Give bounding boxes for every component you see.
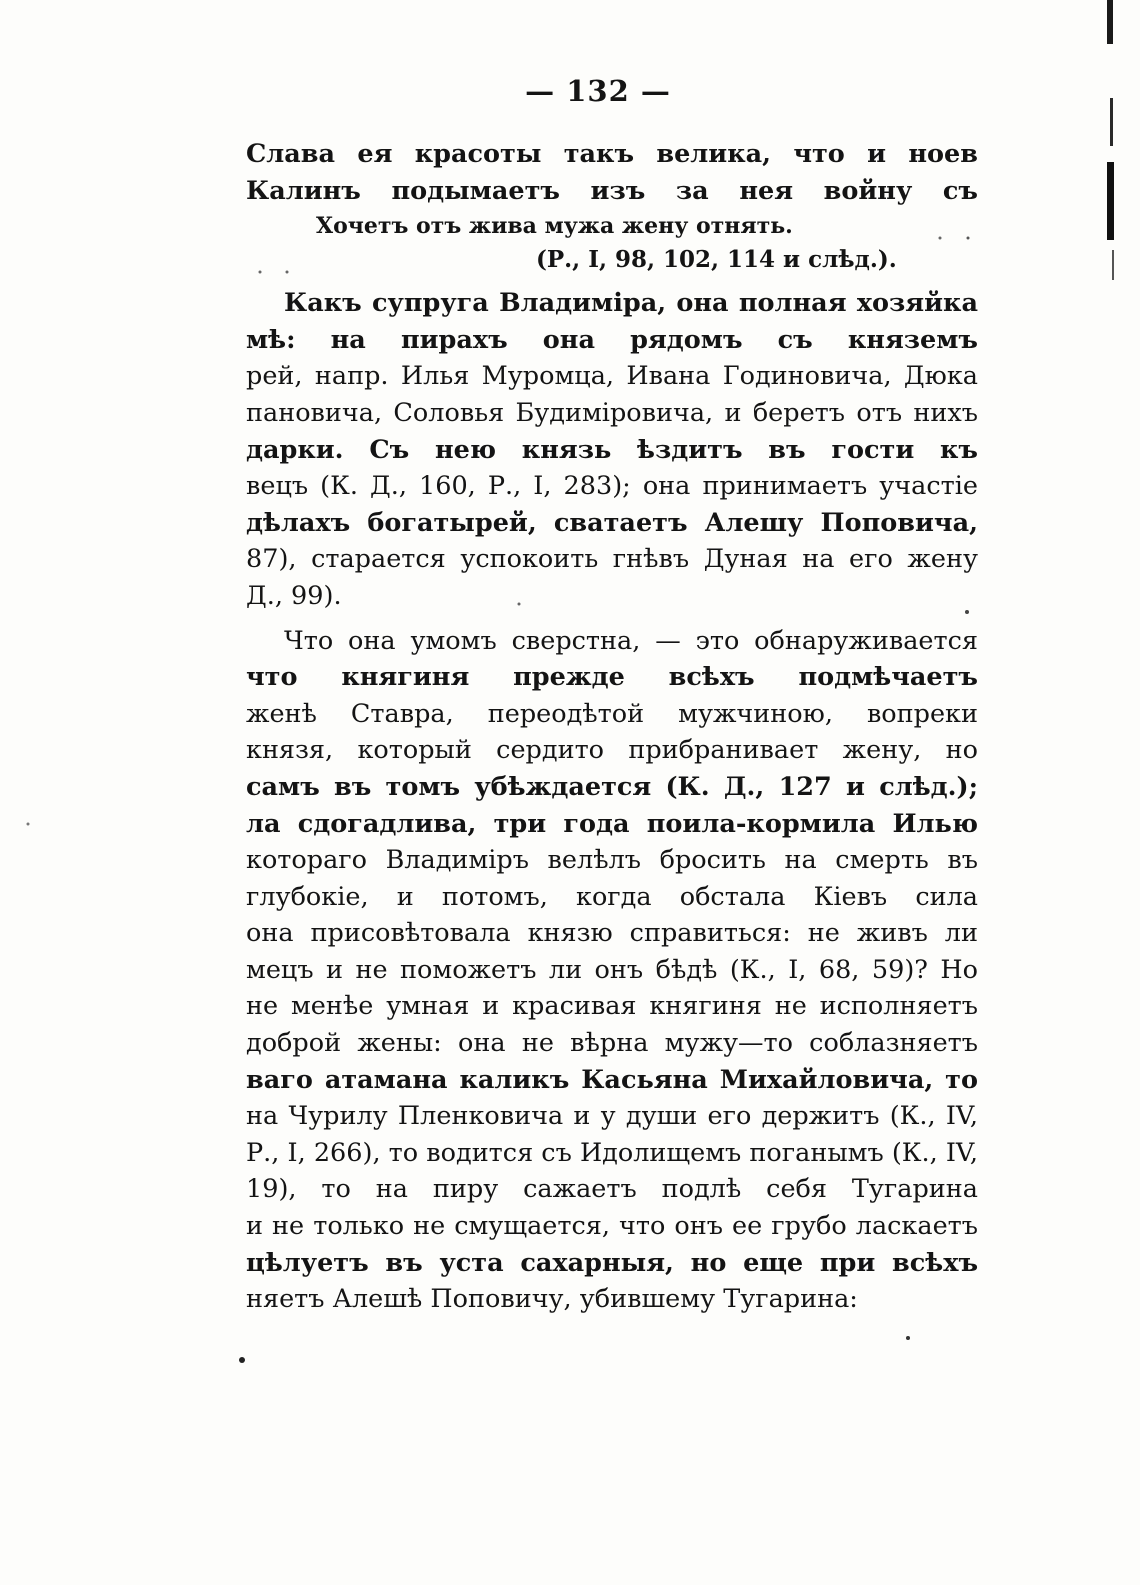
text-line: она присовѣтовала князю справиться: не живъ ли — [246, 918, 978, 949]
text-line: Какъ супруга Владиміра, она полная хозяйка — [284, 288, 978, 319]
text-line: и не только не смущается, что онъ ее грубо ласкаетъ — [246, 1211, 978, 1242]
text-line: князя, который сердито прибранивает жену, но — [246, 735, 978, 766]
text-line: самъ въ томъ убѣждается (К. Д., 127 и слѣд.); — [246, 771, 978, 802]
paragraph-gap — [246, 277, 978, 285]
text-line: ваго атамана каликъ Касьяна Михайловича, то — [246, 1064, 978, 1095]
text-line: 87), старается успокоить гнѣвъ Дуная на его жену — [246, 544, 978, 575]
scan-speck — [906, 1336, 910, 1340]
text-line: не менѣе умная и красивая княгиня не исполняетъ — [246, 991, 978, 1022]
verse-line: Хочетъ отъ жива мужа жену отнять. — [316, 213, 793, 240]
text-line: глубокіе, и потомъ, когда обстала Кіевъ сила — [246, 881, 978, 912]
text-line: Калинъ подымаетъ изъ за нея войну съ — [246, 175, 978, 206]
scan-edge-mark — [1107, 162, 1114, 240]
text-line: цѣлуетъ въ уста сахарныя, но еще при всѣхъ — [246, 1247, 978, 1278]
text-line: на Чурилу Пленковича и у души его держитъ (К., IV, — [246, 1101, 978, 1132]
scan-speck — [239, 1357, 245, 1363]
text-line: ла сдогадлива, три года поила-кормила Илью — [246, 808, 978, 839]
paragraph-gap — [246, 615, 978, 623]
paragraph-2 — [246, 623, 978, 1318]
page-number: — 132 — — [525, 74, 671, 108]
verse-block — [246, 209, 978, 277]
scan-edge-mark — [1107, 0, 1113, 44]
text-line: женѣ Ставра, переодѣтой мужчиною, вопреки — [246, 698, 978, 729]
text-line: Д., 99). — [246, 580, 342, 611]
text-line: мѣ: на пирахъ она рядомъ съ княземъ — [246, 324, 978, 355]
text-line: дѣлахъ богатырей, сватаетъ Алешу Поповича, — [246, 507, 978, 538]
verse-citation: (Р., I, 98, 102, 114 и слѣд.). — [536, 246, 897, 274]
text-line: котораго Владиміръ велѣлъ бросить на смерть въ — [246, 845, 978, 876]
text-line: что княгиня прежде всѣхъ подмѣчаетъ — [246, 662, 978, 693]
text-line: Р., I, 266), то водится съ Идолищемъ поганымъ (К., IV, — [246, 1137, 978, 1168]
scan-edge-mark — [1112, 250, 1114, 280]
paragraph-1 — [246, 285, 978, 614]
text-column — [246, 136, 978, 1318]
text-line: вецъ (К. Д., 160, Р., I, 283); она принимаетъ участіе — [246, 471, 978, 502]
quote-intro — [246, 136, 978, 209]
scan-speck — [27, 823, 30, 826]
text-line: 19), то на пиру сажаетъ подлѣ себя Тугарина — [246, 1174, 978, 1205]
text-line: Слава ея красоты такъ велика, что и ноев — [246, 139, 978, 169]
text-line: рей, напр. Илья Муромца, Ивана Годиновича, Дюка — [246, 361, 978, 392]
text-line: мецъ и не поможетъ ли онъ бѣдѣ (К., I, 68, 59)? Но — [246, 954, 978, 985]
text-line: дарки. Съ нею князь ѣздитъ въ гости къ — [246, 434, 978, 465]
text-line: доброй жены: она не вѣрна мужу—то соблазняетъ — [246, 1028, 978, 1059]
text-line: Что она умомъ сверстна, — это обнаруживается — [284, 625, 978, 656]
text-line: пановича, Соловья Будиміровича, и беретъ отъ нихъ — [246, 397, 978, 428]
text-line: няетъ Алешѣ Поповичу, убившему Тугарина: — [246, 1284, 858, 1315]
